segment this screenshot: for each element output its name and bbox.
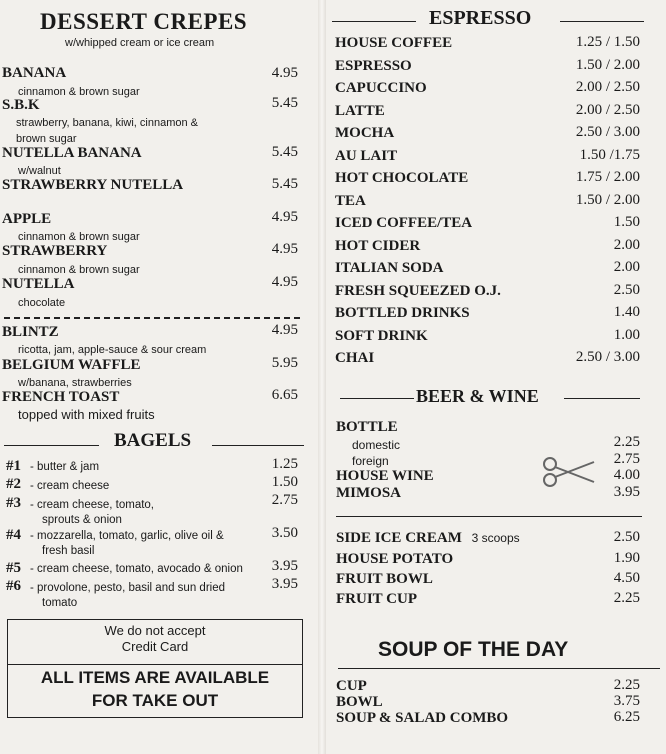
- espresso-item-price: 2.50 / 3.00: [575, 124, 640, 140]
- menu-item-price: 5.45: [271, 176, 298, 192]
- bagel-number: #3: [6, 495, 21, 511]
- espresso-item-price: 2.00: [613, 236, 640, 253]
- section-rule: [564, 398, 640, 399]
- soup-item-price: 2.25: [613, 677, 640, 693]
- scissors-icon: [542, 456, 596, 493]
- espresso-item-price: 1.00: [613, 326, 640, 343]
- menu-item-price: 4.95: [271, 322, 298, 338]
- menu-item-desc: chocolate: [18, 297, 66, 309]
- menu-item-desc: brown sugar: [16, 133, 77, 145]
- espresso-item-price: 2.00 / 2.50: [575, 101, 640, 118]
- bagel-number: #6: [6, 578, 21, 594]
- menu-item-desc: ricotta, jam, apple-sauce & sour cream: [18, 344, 207, 356]
- side-item-price: 2.25: [613, 590, 640, 606]
- bagel-number: #4: [6, 527, 21, 543]
- bagel-number: #2: [6, 476, 21, 492]
- espresso-item-price: 1.75 / 2.00: [575, 169, 640, 185]
- takeout-line-1: ALL ITEMS ARE AVAILABLE: [40, 668, 270, 687]
- espresso-item-name: ESPRESSO: [335, 57, 412, 74]
- takeout-notice: [7, 664, 303, 718]
- menu-item-name: STRAWBERRY: [2, 243, 108, 259]
- bagel-desc: - butter & jam: [30, 461, 100, 473]
- espresso-item-name: CAPUCCINO: [335, 80, 427, 96]
- page-fold: [318, 0, 326, 754]
- side-item-price: 4.50: [613, 570, 640, 586]
- menu-item-desc: w/walnut: [18, 165, 61, 177]
- bagel-desc: sprouts & onion: [42, 514, 122, 526]
- menu-item-name: NUTELLA: [2, 276, 75, 292]
- section-rule: [560, 21, 644, 22]
- credit-line-1: We do not accept: [104, 623, 206, 638]
- menu-item-name: FRENCH TOAST: [2, 389, 120, 405]
- espresso-item-name: LATTE: [335, 102, 385, 119]
- domestic-price: 2.25: [613, 434, 640, 450]
- menu-item-name: NUTELLA BANANA: [2, 145, 142, 161]
- left-column: [0, 0, 312, 754]
- bagels-title: BAGELS: [114, 430, 192, 451]
- soup-item-name: BOWL: [336, 694, 383, 710]
- soup-item-price: 3.75: [613, 693, 640, 709]
- espresso-item-price: 1.40: [613, 304, 640, 320]
- bagel-desc: - mozzarella, tomato, garlic, olive oil &: [30, 530, 224, 542]
- soup-item-name: CUP: [336, 678, 367, 694]
- espresso-item-name: TEA: [335, 192, 366, 209]
- dashed-divider: [4, 317, 300, 319]
- side-item-name: FRUIT CUP: [336, 591, 417, 607]
- espresso-item-name: BOTTLED DRINKS: [335, 305, 470, 321]
- section-rule: [212, 445, 304, 446]
- espresso-item-price: 1.50: [613, 214, 640, 230]
- beer-title: BEER & WINE: [416, 386, 539, 406]
- espresso-item-price: 2.00: [613, 259, 640, 275]
- espresso-item-name: HOT CIDER: [335, 237, 421, 254]
- espresso-item-name: CHAI: [335, 350, 375, 366]
- espresso-item-name: FRESH SQUEEZED O.J.: [335, 282, 501, 299]
- dessert-title: DESSERT CREPES: [40, 9, 248, 34]
- bagel-desc: tomato: [42, 597, 78, 609]
- bagel-number: #5: [6, 560, 21, 576]
- menu-item-name: BELGIUM WAFFLE: [2, 357, 141, 373]
- foreign-label: foreign: [352, 454, 389, 468]
- right-column: [326, 0, 666, 754]
- section-rule: [336, 516, 642, 517]
- section-rule: [4, 445, 99, 446]
- espresso-item-name: HOT CHOCOLATE: [335, 170, 469, 186]
- espresso-item-price: 2.00 / 2.50: [575, 79, 640, 95]
- menu-item-desc: w/banana, strawberries: [18, 377, 132, 389]
- menu-item-price: 4.95: [271, 65, 298, 81]
- menu-item-name: APPLE: [2, 211, 52, 227]
- house-wine-label: HOUSE WINE: [336, 468, 434, 484]
- menu-item-price: 6.65: [271, 387, 298, 403]
- bagel-desc: - cream cheese: [30, 480, 110, 492]
- bagel-desc: - provolone, pesto, basil and sun dried: [30, 582, 225, 594]
- foreign-price: 2.75: [613, 451, 640, 467]
- espresso-item-price: 2.50 / 3.00: [575, 349, 640, 365]
- side-item-name: FRUIT BOWL: [336, 571, 433, 587]
- bagel-desc: fresh basil: [42, 545, 95, 557]
- bottle-label: BOTTLE: [336, 419, 398, 435]
- espresso-item-price: 2.50: [613, 281, 640, 298]
- soup-item-price: 6.25: [613, 709, 640, 725]
- menu-item-price: 5.45: [271, 144, 298, 160]
- menu-item-desc: strawberry, banana, kiwi, cinnamon &: [16, 117, 198, 129]
- house-wine-price: 4.00: [613, 467, 640, 483]
- takeout-line-2: FOR TAKE OUT: [91, 691, 219, 710]
- mimosa-label: MIMOSA: [336, 485, 401, 501]
- mimosa-price: 3.95: [613, 484, 640, 500]
- menu-item-name: BLINTZ: [2, 324, 59, 340]
- bagel-price: 1.50: [271, 474, 298, 490]
- dessert-subtitle: w/whipped cream or ice cream: [65, 37, 215, 49]
- bagel-price: 1.25: [271, 456, 298, 472]
- menu-item-name: BANANA: [2, 65, 67, 81]
- bagel-price: 2.75: [271, 492, 298, 508]
- side-item-price: 2.50: [613, 529, 640, 545]
- menu-item-price: 5.45: [271, 95, 298, 111]
- espresso-title: ESPRESSO: [429, 7, 532, 29]
- espresso-item-name: MOCHA: [335, 125, 395, 141]
- menu-item-price: 4.95: [271, 241, 298, 257]
- menu-item-price: 5.95: [271, 355, 298, 371]
- menu-item-desc: cinnamon & brown sugar: [18, 86, 140, 98]
- espresso-item-name: ITALIAN SODA: [335, 260, 444, 276]
- section-rule: [340, 398, 414, 399]
- domestic-label: domestic: [352, 438, 401, 452]
- menu-item-name: S.B.K: [2, 97, 40, 113]
- side-item-name: SIDE ICE CREAM 3 scoops: [336, 530, 520, 546]
- bagel-number: #1: [6, 458, 21, 474]
- menu-item-name: STRAWBERRY NUTELLA: [2, 177, 184, 193]
- bagel-desc: - cream cheese, tomato,: [30, 499, 155, 511]
- espresso-item-name: HOUSE COFFEE: [335, 35, 453, 51]
- espresso-item-price: 1.50 / 2.00: [575, 191, 640, 208]
- menu-item-desc: cinnamon & brown sugar: [18, 264, 140, 276]
- section-rule: [332, 21, 416, 22]
- credit-line-2: Credit Card: [121, 639, 189, 654]
- bagel-desc: - cream cheese, tomato, avocado & onion: [30, 563, 243, 575]
- menu-item-desc: cinnamon & brown sugar: [18, 231, 140, 243]
- soup-title: SOUP OF THE DAY: [378, 638, 569, 661]
- soup-item-name: SOUP & SALAD COMBO: [336, 710, 509, 726]
- bagel-price: 3.95: [271, 576, 298, 592]
- espresso-item-name: ICED COFFEE/TEA: [335, 215, 473, 231]
- side-item-price: 1.90: [613, 550, 640, 566]
- espresso-item-price: 1.50 / 2.00: [575, 56, 640, 73]
- menu-item-desc: topped with mixed fruits: [18, 407, 155, 422]
- espresso-item-price: 1.50 /1.75: [579, 146, 640, 163]
- bagel-price: 3.95: [271, 558, 298, 574]
- credit-card-notice: [7, 619, 303, 665]
- bagel-price: 3.50: [271, 525, 298, 541]
- side-item-name: HOUSE POTATO: [336, 551, 454, 567]
- menu-item-price: 4.95: [271, 209, 298, 225]
- menu-item-price: 4.95: [271, 274, 298, 290]
- espresso-item-price: 1.25 / 1.50: [575, 34, 640, 50]
- espresso-item-name: AU LAIT: [335, 147, 398, 164]
- espresso-item-name: SOFT DRINK: [335, 327, 428, 344]
